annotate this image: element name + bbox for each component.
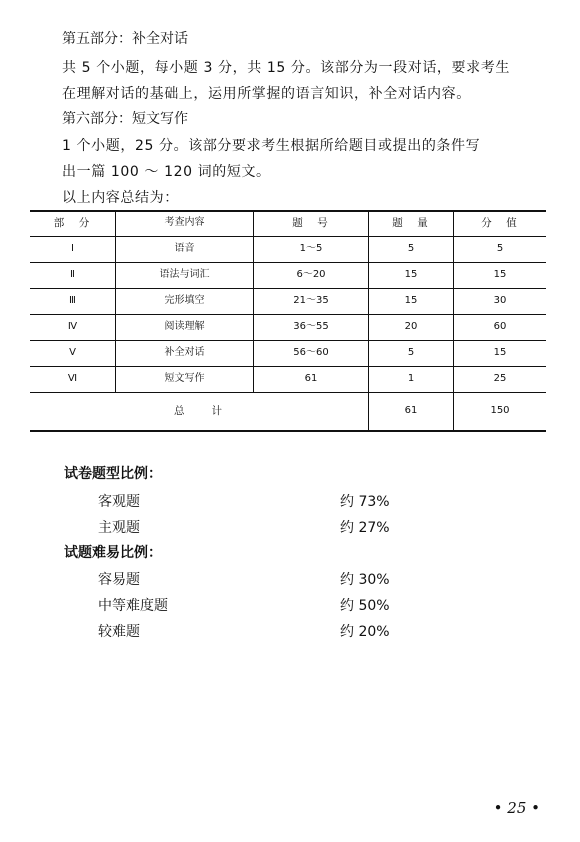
section-5-text-line-1: 共 5 个小题，每小题 3 分，共 15 分。该部分为一段对话，要求考生	[62, 60, 510, 76]
question-type-ratio-heading: 试卷题型比例：	[64, 466, 162, 482]
table-cell-score: 60	[493, 321, 507, 332]
table-cell-count: 15	[404, 295, 418, 306]
table-cell-count: 15	[404, 269, 418, 280]
table-header-score: 分 值	[481, 217, 519, 229]
table-cell-number: 21～35	[293, 295, 329, 306]
table-cell-part: Ⅰ	[71, 243, 74, 254]
table-cell-number: 6～20	[296, 269, 326, 280]
table-cell-score: 15	[493, 347, 507, 358]
table-cell-number: 36～55	[293, 321, 329, 332]
ratio-item-label: 容易题	[98, 572, 140, 588]
table-header-part: 部 分	[53, 217, 92, 229]
ratio-item-value: 约 50%	[340, 598, 390, 614]
table-cell-number: 56～60	[293, 347, 329, 358]
table-row-rule	[30, 392, 546, 393]
table-cell-part: Ⅴ	[69, 347, 76, 358]
table-row-rule	[30, 340, 546, 341]
table-top-rule	[30, 210, 546, 212]
table-cell-content: 语法与词汇	[159, 269, 210, 280]
difficulty-ratio-heading: 试题难易比例：	[64, 545, 162, 561]
table-cell-content: 补全对话	[164, 347, 205, 358]
table-cell-part: Ⅵ	[67, 373, 78, 384]
table-header-number: 题 号	[292, 217, 330, 229]
table-total-count: 61	[404, 405, 418, 416]
table-cell-content: 语音	[174, 243, 195, 254]
table-row-rule	[30, 288, 546, 289]
table-cell-content: 阅读理解	[164, 321, 205, 332]
table-header-content: 考查内容	[164, 217, 205, 228]
summary-table	[30, 210, 546, 432]
table-cell-part: Ⅱ	[70, 269, 75, 280]
table-cell-score: 25	[493, 373, 507, 384]
table-cell-content: 完形填空	[164, 295, 205, 306]
table-bottom-rule	[30, 430, 546, 432]
section-5-text-line-2: 在理解对话的基础上，运用所掌握的语言知识，补全对话内容。	[62, 86, 471, 102]
ratio-item-value: 约 27%	[340, 520, 390, 536]
section-5-title: 第五部分：补全对话	[62, 31, 188, 47]
table-cell-content: 短文写作	[164, 373, 205, 384]
table-cell-number: 61	[304, 373, 318, 384]
table-cell-count: 1	[407, 373, 415, 384]
table-cell-count: 20	[404, 321, 418, 332]
table-row-rule	[30, 366, 546, 367]
table-total-label: 总 计	[174, 405, 224, 417]
table-cell-score: 15	[493, 269, 507, 280]
table-cell-count: 5	[407, 347, 415, 358]
section-6-title: 第六部分：短文写作	[62, 111, 188, 127]
ratio-item-label: 客观题	[98, 494, 140, 510]
ratio-item-label: 主观题	[98, 520, 140, 536]
page-number: • 25 •	[493, 799, 540, 817]
table-cell-number: 1～5	[299, 243, 323, 254]
section-6-text-line-2: 出一篇 100 ～ 120 词的短文。	[62, 164, 271, 180]
ratio-item-value: 约 20%	[340, 624, 390, 640]
ratio-item-value: 约 30%	[340, 572, 390, 588]
ratio-item-value: 约 73%	[340, 494, 390, 510]
table-total-score: 150	[490, 405, 510, 416]
ratio-item-label: 较难题	[98, 624, 140, 640]
table-cell-part: Ⅲ	[69, 295, 76, 306]
table-row-rule	[30, 314, 546, 315]
section-6-text-line-1: 1 个小题，25 分。该部分要求考生根据所给题目或提出的条件写	[62, 138, 481, 154]
table-cell-score: 5	[496, 243, 504, 254]
ratio-item-label: 中等难度题	[98, 598, 168, 614]
table-header-rule	[30, 236, 546, 237]
table-row-rule	[30, 262, 546, 263]
table-cell-score: 30	[493, 295, 507, 306]
table-cell-part: Ⅳ	[67, 321, 78, 332]
summary-intro: 以上内容总结为：	[62, 190, 179, 206]
table-cell-count: 5	[407, 243, 415, 254]
table-header-count: 题 量	[392, 217, 430, 229]
